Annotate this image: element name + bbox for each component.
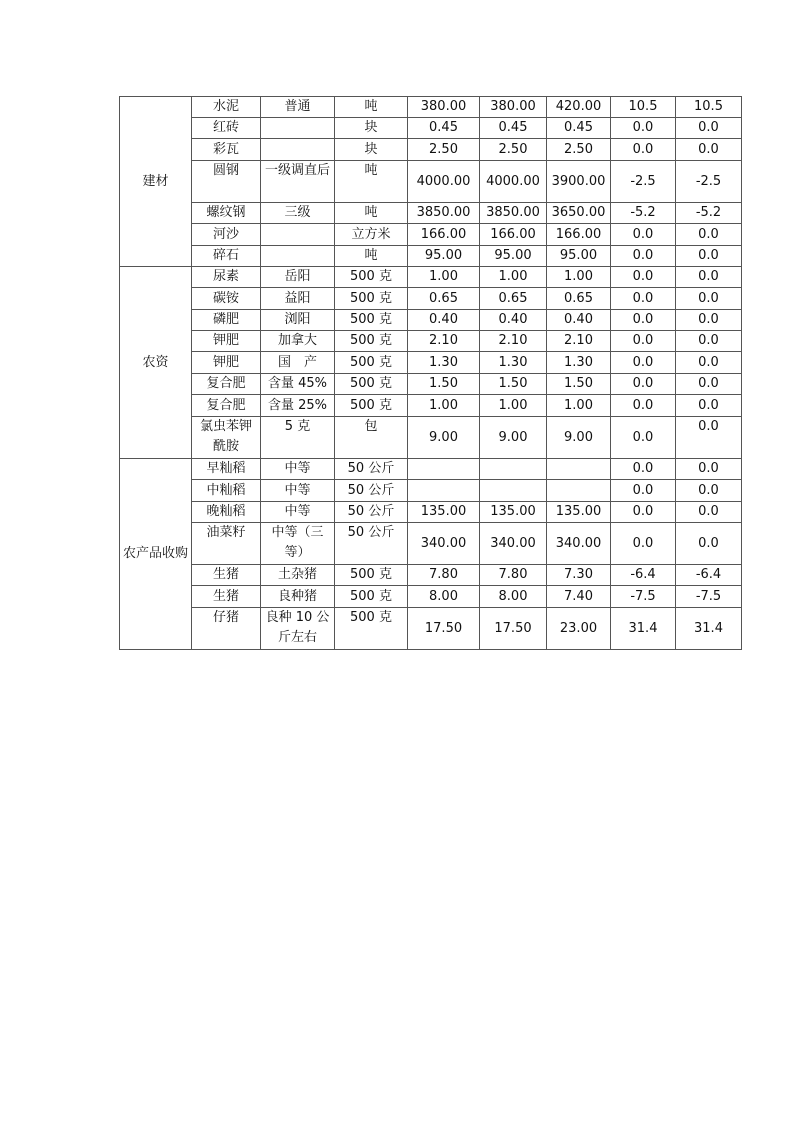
change-cell-2: 0.0 <box>676 118 742 139</box>
change-cell-2: 0.0 <box>676 417 742 459</box>
price-cell-1: 166.00 <box>408 224 480 246</box>
unit-cell: 吨 <box>335 161 408 203</box>
change-cell-1: 31.4 <box>611 608 676 650</box>
spec-cell: 中等 <box>261 480 335 502</box>
table-row <box>120 161 742 203</box>
price-cell-3 <box>547 459 611 480</box>
table-row <box>120 395 742 417</box>
unit-cell: 吨 <box>335 203 408 224</box>
item-name-cell: 仔猪 <box>192 608 261 650</box>
change-cell-2: 0.0 <box>676 374 742 395</box>
price-cell-3: 7.30 <box>547 565 611 586</box>
price-cell-1: 1.00 <box>408 267 480 288</box>
change-cell-1: 0.0 <box>611 288 676 310</box>
table-row <box>120 203 742 224</box>
price-cell-2: 17.50 <box>480 608 547 650</box>
change-cell-1: 0.0 <box>611 352 676 374</box>
change-cell-1: 0.0 <box>611 459 676 480</box>
unit-cell: 块 <box>335 139 408 161</box>
change-cell-1: 10.5 <box>611 97 676 118</box>
spec-cell: 良种 10 公斤左右 <box>261 608 335 650</box>
spec-cell: 土杂猪 <box>261 565 335 586</box>
price-cell-2: 340.00 <box>480 523 547 565</box>
table-row <box>120 523 742 565</box>
change-cell-1: 0.0 <box>611 246 676 267</box>
item-name-cell: 晚籼稻 <box>192 502 261 523</box>
price-cell-1: 4000.00 <box>408 161 480 203</box>
unit-cell: 500 克 <box>335 352 408 374</box>
table-row <box>120 288 742 310</box>
price-cell-2: 166.00 <box>480 224 547 246</box>
price-cell-2: 3850.00 <box>480 203 547 224</box>
change-cell-2: 0.0 <box>676 352 742 374</box>
price-cell-3 <box>547 480 611 502</box>
category-cell: 建材 <box>120 97 192 267</box>
unit-cell: 50 公斤 <box>335 480 408 502</box>
price-cell-1: 135.00 <box>408 502 480 523</box>
change-cell-2: 0.0 <box>676 459 742 480</box>
price-cell-3: 0.65 <box>547 288 611 310</box>
table-row <box>120 374 742 395</box>
table-row <box>120 586 742 608</box>
unit-cell: 包 <box>335 417 408 459</box>
table-row <box>120 480 742 502</box>
price-table <box>119 96 742 650</box>
table-row <box>120 459 742 480</box>
table-row <box>120 224 742 246</box>
price-cell-2: 0.45 <box>480 118 547 139</box>
unit-cell: 500 克 <box>335 331 408 352</box>
price-cell-1: 2.10 <box>408 331 480 352</box>
spec-cell: 中等 <box>261 502 335 523</box>
spec-cell <box>261 118 335 139</box>
table-row <box>120 565 742 586</box>
item-name-cell: 钾肥 <box>192 352 261 374</box>
price-cell-2: 1.30 <box>480 352 547 374</box>
price-cell-2: 8.00 <box>480 586 547 608</box>
spec-cell: 含量 25% <box>261 395 335 417</box>
table-row <box>120 310 742 331</box>
price-cell-1: 0.40 <box>408 310 480 331</box>
price-cell-3: 1.00 <box>547 267 611 288</box>
item-name-cell: 复合肥 <box>192 395 261 417</box>
price-cell-1: 7.80 <box>408 565 480 586</box>
change-cell-1: 0.0 <box>611 331 676 352</box>
price-cell-1: 9.00 <box>408 417 480 459</box>
table-row <box>120 608 742 650</box>
change-cell-1: -2.5 <box>611 161 676 203</box>
item-name-cell: 磷肥 <box>192 310 261 331</box>
price-cell-3: 340.00 <box>547 523 611 565</box>
spec-cell: 益阳 <box>261 288 335 310</box>
price-cell-2: 0.65 <box>480 288 547 310</box>
item-name-cell: 螺纹钢 <box>192 203 261 224</box>
price-cell-2: 95.00 <box>480 246 547 267</box>
table-row <box>120 246 742 267</box>
change-cell-1: -5.2 <box>611 203 676 224</box>
table-row <box>120 97 742 118</box>
price-cell-2 <box>480 480 547 502</box>
change-cell-2: -5.2 <box>676 203 742 224</box>
price-cell-3: 3900.00 <box>547 161 611 203</box>
item-name-cell: 碎石 <box>192 246 261 267</box>
unit-cell: 50 公斤 <box>335 502 408 523</box>
price-cell-2: 1.50 <box>480 374 547 395</box>
table-row <box>120 267 742 288</box>
price-cell-3: 95.00 <box>547 246 611 267</box>
table-row <box>120 331 742 352</box>
unit-cell: 吨 <box>335 246 408 267</box>
table-row <box>120 118 742 139</box>
spec-cell: 浏阳 <box>261 310 335 331</box>
spec-cell: 普通 <box>261 97 335 118</box>
table-row <box>120 502 742 523</box>
price-cell-3: 135.00 <box>547 502 611 523</box>
item-name-cell: 氯虫苯钾酰胺 <box>192 417 261 459</box>
change-cell-1: -6.4 <box>611 565 676 586</box>
spec-cell: 加拿大 <box>261 331 335 352</box>
item-name-cell: 红砖 <box>192 118 261 139</box>
price-cell-1: 17.50 <box>408 608 480 650</box>
change-cell-2: 0.0 <box>676 139 742 161</box>
price-cell-2: 9.00 <box>480 417 547 459</box>
unit-cell: 块 <box>335 118 408 139</box>
spec-cell <box>261 224 335 246</box>
item-name-cell: 水泥 <box>192 97 261 118</box>
price-cell-3: 1.30 <box>547 352 611 374</box>
price-cell-3: 9.00 <box>547 417 611 459</box>
price-cell-1: 0.65 <box>408 288 480 310</box>
change-cell-1: 0.0 <box>611 502 676 523</box>
price-cell-1: 1.00 <box>408 395 480 417</box>
change-cell-2: 0.0 <box>676 523 742 565</box>
item-name-cell: 早籼稻 <box>192 459 261 480</box>
price-cell-3: 2.50 <box>547 139 611 161</box>
price-cell-1 <box>408 459 480 480</box>
unit-cell: 立方米 <box>335 224 408 246</box>
item-name-cell: 钾肥 <box>192 331 261 352</box>
change-cell-1: 0.0 <box>611 139 676 161</box>
price-cell-2: 135.00 <box>480 502 547 523</box>
change-cell-1: -7.5 <box>611 586 676 608</box>
item-name-cell: 复合肥 <box>192 374 261 395</box>
change-cell-2: -2.5 <box>676 161 742 203</box>
change-cell-1: 0.0 <box>611 224 676 246</box>
change-cell-2: -6.4 <box>676 565 742 586</box>
spec-cell <box>261 139 335 161</box>
change-cell-2: 0.0 <box>676 246 742 267</box>
price-cell-2: 0.40 <box>480 310 547 331</box>
table-row <box>120 139 742 161</box>
spec-cell: 5 克 <box>261 417 335 459</box>
item-name-cell: 河沙 <box>192 224 261 246</box>
unit-cell: 500 克 <box>335 267 408 288</box>
table-row <box>120 352 742 374</box>
price-cell-3: 1.00 <box>547 395 611 417</box>
price-cell-1: 0.45 <box>408 118 480 139</box>
item-name-cell: 彩瓦 <box>192 139 261 161</box>
unit-cell: 500 克 <box>335 374 408 395</box>
change-cell-2: -7.5 <box>676 586 742 608</box>
unit-cell: 50 公斤 <box>335 523 408 565</box>
item-name-cell: 碳铵 <box>192 288 261 310</box>
price-cell-1: 95.00 <box>408 246 480 267</box>
change-cell-2: 10.5 <box>676 97 742 118</box>
spec-cell: 中等（三等） <box>261 523 335 565</box>
item-name-cell: 生猪 <box>192 586 261 608</box>
price-cell-3: 0.40 <box>547 310 611 331</box>
price-cell-2: 1.00 <box>480 395 547 417</box>
price-cell-3: 3650.00 <box>547 203 611 224</box>
change-cell-1: 0.0 <box>611 310 676 331</box>
unit-cell: 吨 <box>335 97 408 118</box>
change-cell-1: 0.0 <box>611 480 676 502</box>
price-cell-1: 1.30 <box>408 352 480 374</box>
price-cell-3: 23.00 <box>547 608 611 650</box>
unit-cell: 500 克 <box>335 288 408 310</box>
price-cell-1: 340.00 <box>408 523 480 565</box>
spec-cell <box>261 246 335 267</box>
change-cell-2: 31.4 <box>676 608 742 650</box>
price-cell-2: 7.80 <box>480 565 547 586</box>
price-cell-2: 2.10 <box>480 331 547 352</box>
price-cell-1: 1.50 <box>408 374 480 395</box>
price-cell-3: 420.00 <box>547 97 611 118</box>
table-body <box>120 97 742 650</box>
change-cell-2: 0.0 <box>676 310 742 331</box>
item-name-cell: 生猪 <box>192 565 261 586</box>
spec-cell: 一级调直后 <box>261 161 335 203</box>
spec-cell: 良种猪 <box>261 586 335 608</box>
change-cell-2: 0.0 <box>676 480 742 502</box>
change-cell-1: 0.0 <box>611 417 676 459</box>
spec-cell: 岳阳 <box>261 267 335 288</box>
change-cell-1: 0.0 <box>611 374 676 395</box>
change-cell-2: 0.0 <box>676 395 742 417</box>
change-cell-2: 0.0 <box>676 331 742 352</box>
change-cell-1: 0.0 <box>611 523 676 565</box>
unit-cell: 500 克 <box>335 608 408 650</box>
change-cell-1: 0.0 <box>611 395 676 417</box>
unit-cell: 50 公斤 <box>335 459 408 480</box>
unit-cell: 500 克 <box>335 586 408 608</box>
unit-cell: 500 克 <box>335 565 408 586</box>
spec-cell: 中等 <box>261 459 335 480</box>
price-cell-1: 380.00 <box>408 97 480 118</box>
table-row <box>120 417 742 459</box>
spec-cell: 三级 <box>261 203 335 224</box>
price-cell-1: 2.50 <box>408 139 480 161</box>
unit-cell: 500 克 <box>335 310 408 331</box>
price-cell-2: 1.00 <box>480 267 547 288</box>
price-cell-2: 380.00 <box>480 97 547 118</box>
price-cell-1: 3850.00 <box>408 203 480 224</box>
spec-cell: 国 产 <box>261 352 335 374</box>
price-cell-1: 8.00 <box>408 586 480 608</box>
change-cell-2: 0.0 <box>676 267 742 288</box>
change-cell-2: 0.0 <box>676 502 742 523</box>
price-cell-2: 4000.00 <box>480 161 547 203</box>
price-cell-3: 2.10 <box>547 331 611 352</box>
unit-cell: 500 克 <box>335 395 408 417</box>
price-cell-2 <box>480 459 547 480</box>
category-cell: 农资 <box>120 267 192 459</box>
item-name-cell: 圆钢 <box>192 161 261 203</box>
change-cell-2: 0.0 <box>676 288 742 310</box>
change-cell-1: 0.0 <box>611 267 676 288</box>
item-name-cell: 中籼稻 <box>192 480 261 502</box>
price-cell-2: 2.50 <box>480 139 547 161</box>
price-cell-3: 166.00 <box>547 224 611 246</box>
price-cell-3: 1.50 <box>547 374 611 395</box>
price-cell-1 <box>408 480 480 502</box>
price-cell-3: 7.40 <box>547 586 611 608</box>
item-name-cell: 油菜籽 <box>192 523 261 565</box>
category-cell: 农产品收购 <box>120 459 192 650</box>
item-name-cell: 尿素 <box>192 267 261 288</box>
change-cell-2: 0.0 <box>676 224 742 246</box>
spec-cell: 含量 45% <box>261 374 335 395</box>
price-cell-3: 0.45 <box>547 118 611 139</box>
change-cell-1: 0.0 <box>611 118 676 139</box>
